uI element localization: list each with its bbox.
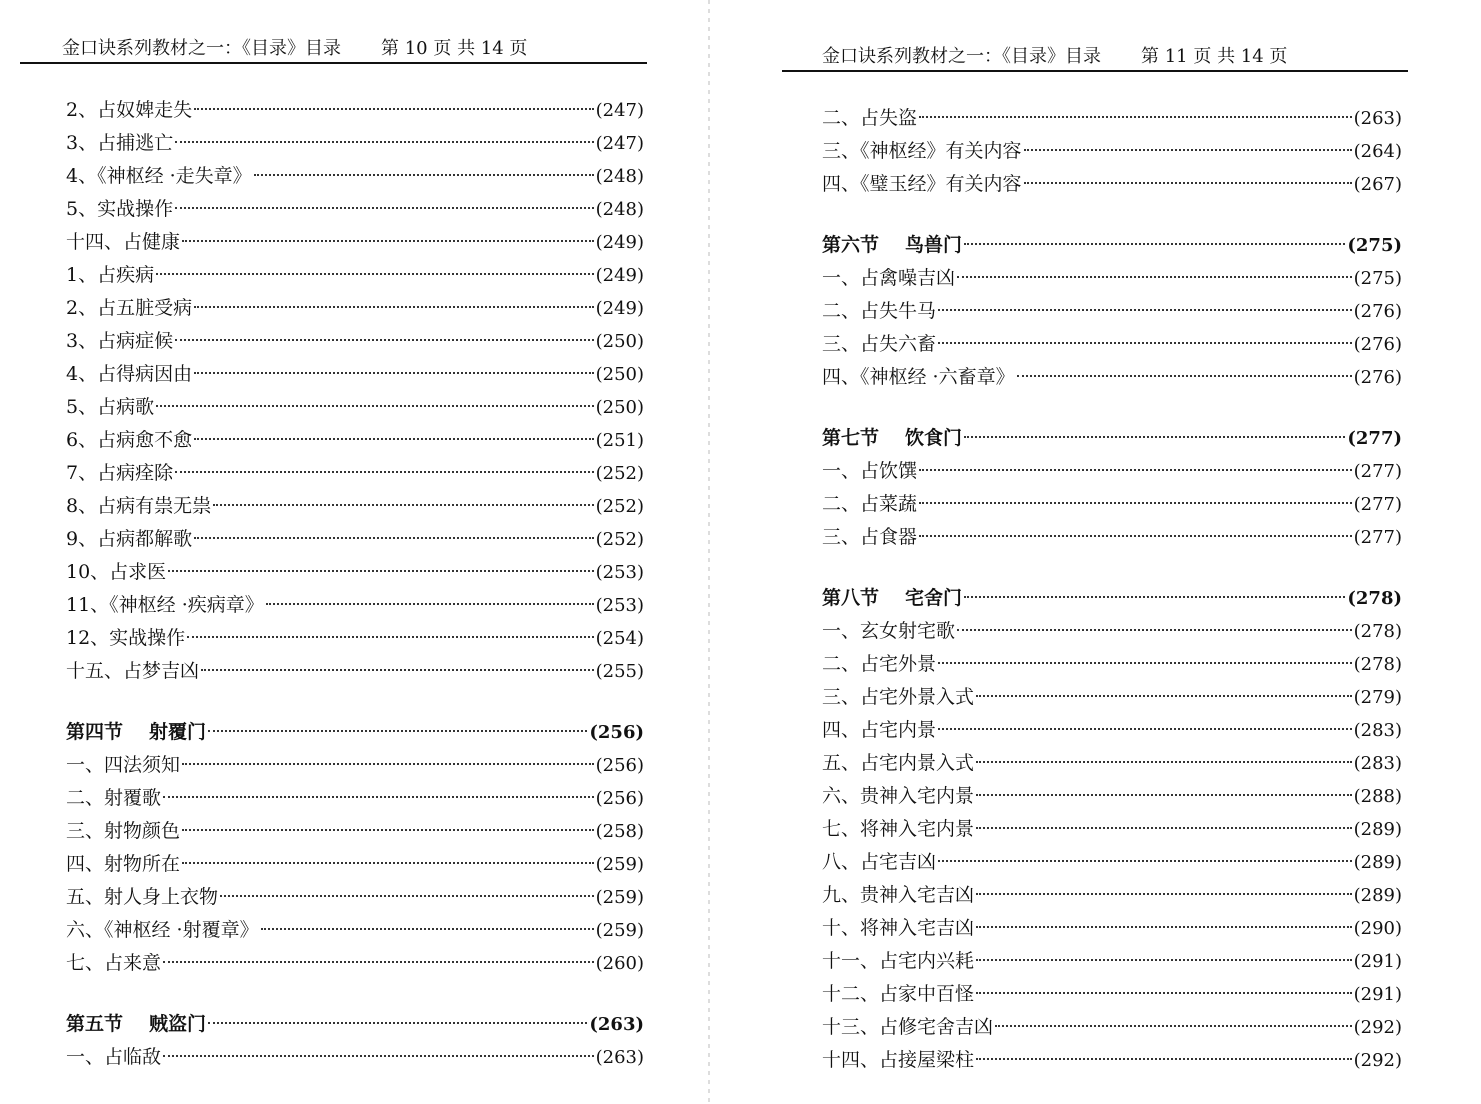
section-heading[interactable] (66, 716, 644, 749)
toc-entry[interactable] (66, 848, 644, 881)
leader-dots (163, 1055, 594, 1057)
leader-dots (201, 669, 594, 671)
toc-entry-page: (276) (1353, 367, 1402, 388)
leader-dots (957, 629, 1352, 631)
leader-dots (976, 893, 1352, 895)
toc-entry[interactable] (822, 747, 1402, 780)
toc-entry[interactable] (66, 358, 644, 391)
toc-entry-label: 二、射覆歌 (66, 787, 162, 809)
section-name: 饮食门 (905, 427, 963, 449)
toc-entry-page: (292) (1353, 1017, 1402, 1038)
leader-dots (182, 240, 594, 242)
section-number: 第五节 (66, 1013, 124, 1035)
leader-dots (182, 862, 594, 864)
toc-entry-label: 8、占病有祟无祟 (66, 495, 212, 517)
toc-entry-page: (291) (1353, 951, 1402, 972)
toc-entry-page: (267) (1353, 174, 1402, 195)
toc-entry-page: (256) (595, 755, 644, 776)
leader-dots (976, 959, 1352, 961)
toc-entry[interactable] (822, 813, 1402, 846)
toc-entry-label: 四、占宅内景 (822, 719, 937, 741)
toc-entry-page: (289) (1353, 852, 1402, 873)
toc-entry-page: (248) (595, 199, 644, 220)
section-heading-label (822, 582, 962, 615)
leader-dots (187, 636, 593, 638)
toc-entry-page: (283) (1353, 753, 1402, 774)
leader-dots (194, 372, 594, 374)
toc-entry-label: 五、射人身上衣物 (66, 886, 219, 908)
toc-entry[interactable] (66, 160, 644, 193)
toc-entry-page: (258) (595, 821, 644, 842)
header-rule (782, 70, 1408, 72)
toc-entry-page: (279) (1353, 687, 1402, 708)
toc-entry-page: (253) (595, 595, 644, 616)
toc-entry-page: (276) (1353, 334, 1402, 355)
toc-entry[interactable] (66, 556, 644, 589)
leader-dots (938, 728, 1352, 730)
toc-entry-label: 十五、占梦吉凶 (66, 660, 200, 682)
toc-entry-label: 四、射物所在 (66, 853, 181, 875)
toc-entry-page: (277) (1353, 527, 1402, 548)
toc-entry-page: (251) (595, 430, 644, 451)
toc-entry-label: 二、占菜蔬 (822, 493, 918, 515)
toc-entry[interactable] (822, 714, 1402, 747)
section-gap (66, 980, 644, 1008)
toc-entry-label: 六、贵神入宅内景 (822, 785, 975, 807)
section-heading[interactable] (822, 582, 1402, 615)
toc-entry[interactable] (822, 879, 1402, 912)
toc-entry-label: 八、占宅吉凶 (822, 851, 937, 873)
leader-dots (261, 928, 594, 930)
toc-entry-page: (263) (1353, 108, 1402, 129)
toc-entry[interactable] (66, 391, 644, 424)
section-gap (822, 394, 1402, 422)
left-page (0, 0, 700, 1104)
section-heading[interactable] (822, 422, 1402, 455)
toc-entry-label: 一、四法须知 (66, 754, 181, 776)
leader-dots (175, 207, 594, 209)
toc-entry-page: (278) (1353, 621, 1402, 642)
toc-entry[interactable] (66, 259, 644, 292)
toc-entry-label: 2、占奴婢走失 (66, 99, 193, 121)
toc-entry[interactable] (66, 1041, 644, 1074)
toc-entry-label: 6、占病愈不愈 (66, 429, 193, 451)
toc-entry-page: (248) (595, 166, 644, 187)
header-title: 金口诀系列教材之一：《目录》目录 (62, 38, 341, 59)
toc-entry-page: (250) (595, 364, 644, 385)
toc-entry[interactable] (66, 490, 644, 523)
toc-entry[interactable] (822, 328, 1402, 361)
leader-dots (156, 405, 594, 407)
toc-entry-label: 三、《神枢经》有关内容 (822, 140, 1022, 162)
toc-entry-label: 六、《神枢经 ·射覆章》 (66, 919, 259, 941)
right-page (760, 0, 1481, 1104)
toc-entry[interactable] (822, 912, 1402, 945)
leader-dots (254, 174, 594, 176)
toc-entry[interactable] (66, 589, 644, 622)
leader-dots (976, 992, 1352, 994)
leader-dots (919, 469, 1352, 471)
toc-entry-page: (249) (595, 232, 644, 253)
toc-entry[interactable] (66, 947, 644, 980)
toc-entry-page: (289) (1353, 885, 1402, 906)
toc-entry[interactable] (822, 295, 1402, 328)
toc-entry[interactable] (66, 226, 644, 259)
section-heading-label (66, 716, 206, 749)
section-name: 鸟兽门 (905, 234, 963, 256)
leader-dots (175, 141, 594, 143)
toc-entry-label: 4、《神枢经 ·走失章》 (66, 165, 252, 187)
toc-entry[interactable] (66, 424, 644, 457)
toc-entry-label: 一、玄女射宅歌 (822, 620, 956, 642)
leader-dots (976, 1058, 1352, 1060)
toc-entry-label: 十、将神入宅吉凶 (822, 917, 975, 939)
toc-entry-page: (288) (1353, 786, 1402, 807)
toc-entry-label: 三、射物颜色 (66, 820, 181, 842)
toc-entry-label: 七、将神入宅内景 (822, 818, 975, 840)
toc-entry[interactable] (66, 655, 644, 688)
toc-entry-label: 二、占失盗 (822, 107, 918, 129)
toc-entry[interactable] (66, 457, 644, 490)
toc-entry-page: (278) (1353, 654, 1402, 675)
section-page: (277) (1347, 428, 1402, 449)
leader-dots (175, 471, 594, 473)
section-number: 第八节 (822, 587, 880, 609)
toc-entry-label: 九、贵神入宅吉凶 (822, 884, 975, 906)
toc-entry-page: (250) (595, 397, 644, 418)
toc-entry[interactable] (66, 94, 644, 127)
toc-entry-page: (291) (1353, 984, 1402, 1005)
toc-entry-page: (264) (1353, 141, 1402, 162)
toc-entry-label: 十二、占家中百怪 (822, 983, 975, 1005)
toc-entry[interactable] (822, 978, 1402, 1011)
toc-entry-label: 一、占饮馔 (822, 460, 918, 482)
section-heading-label (66, 1008, 206, 1041)
header-page-info: 第 11 页 共 14 页 (1141, 46, 1288, 67)
section-number: 第四节 (66, 721, 124, 743)
leader-dots (938, 662, 1352, 664)
toc-entry-page: (263) (595, 1047, 644, 1068)
leader-dots (1024, 182, 1352, 184)
header-page-info: 第 10 页 共 14 页 (381, 38, 528, 59)
toc-entry-label: 五、占宅内景入式 (822, 752, 975, 774)
section-gap (822, 201, 1402, 229)
toc-entry[interactable] (822, 102, 1402, 135)
toc-entry-label: 3、占捕逃亡 (66, 132, 174, 154)
toc-entry[interactable] (822, 135, 1402, 168)
leader-dots (194, 537, 594, 539)
toc-entry-page: (260) (595, 953, 644, 974)
toc-entry[interactable] (66, 914, 644, 947)
toc-entry[interactable] (66, 325, 644, 358)
leader-dots (182, 829, 594, 831)
toc-entry[interactable] (66, 622, 644, 655)
toc-entry[interactable] (822, 455, 1402, 488)
toc-entry-page: (259) (595, 920, 644, 941)
toc-entry[interactable] (822, 780, 1402, 813)
toc-entry[interactable] (822, 648, 1402, 681)
toc-entry-label: 十一、占宅内兴耗 (822, 950, 975, 972)
leader-dots (964, 596, 1345, 598)
toc-entry-page: (252) (595, 529, 644, 550)
leader-dots (213, 504, 594, 506)
toc-entry[interactable] (822, 615, 1402, 648)
section-heading-label (822, 229, 962, 262)
toc-entry-page: (252) (595, 463, 644, 484)
toc-entry-page: (255) (595, 661, 644, 682)
toc-entry-page: (289) (1353, 819, 1402, 840)
toc-entry-label: 四、《神枢经 ·六畜章》 (822, 366, 1015, 388)
toc-entry[interactable] (822, 945, 1402, 978)
section-number: 第六节 (822, 234, 880, 256)
section-page: (256) (589, 722, 644, 743)
leader-dots (938, 309, 1352, 311)
toc-entry-page: (259) (595, 854, 644, 875)
toc-entry-label: 十四、占接屋梁柱 (822, 1049, 975, 1071)
toc-entry[interactable] (66, 523, 644, 556)
leader-dots (938, 860, 1352, 862)
toc-entry-page: (277) (1353, 461, 1402, 482)
toc-entry[interactable] (822, 1044, 1402, 1077)
toc-entry[interactable] (822, 846, 1402, 879)
toc-entry-label: 七、占来意 (66, 952, 162, 974)
toc-entry-page: (290) (1353, 918, 1402, 939)
leader-dots (976, 794, 1352, 796)
toc-entry[interactable] (66, 815, 644, 848)
toc-entry-page: (252) (595, 496, 644, 517)
toc-entry[interactable] (822, 521, 1402, 554)
leader-dots (964, 243, 1345, 245)
toc-entry-page: (275) (1353, 268, 1402, 289)
toc-entry-label: 11、《神枢经 ·疾病章》 (66, 594, 264, 616)
toc-entry-label: 十四、占健康 (66, 231, 181, 253)
toc-entry[interactable] (66, 749, 644, 782)
section-gap (66, 688, 644, 716)
leader-dots (208, 730, 587, 732)
leader-dots (194, 108, 594, 110)
leader-dots (163, 961, 594, 963)
leader-dots (220, 895, 594, 897)
page-header (62, 34, 527, 64)
toc-entry[interactable] (66, 193, 644, 226)
toc-entry-page: (247) (595, 100, 644, 121)
leader-dots (976, 827, 1352, 829)
toc-entry-page: (247) (595, 133, 644, 154)
leader-dots (168, 570, 593, 572)
toc-entry-page: (249) (595, 265, 644, 286)
toc-entry-page: (250) (595, 331, 644, 352)
toc-entry[interactable] (822, 262, 1402, 295)
toc-entry[interactable] (822, 361, 1402, 394)
toc-list (822, 102, 1402, 1077)
section-page: (263) (589, 1014, 644, 1035)
toc-entry-label: 四、《璧玉经》有关内容 (822, 173, 1022, 195)
section-heading[interactable] (66, 1008, 644, 1041)
leader-dots (964, 436, 1345, 438)
leader-dots (957, 276, 1352, 278)
toc-entry-page: (254) (595, 628, 644, 649)
toc-entry-label: 三、占失六畜 (822, 333, 937, 355)
toc-entry[interactable] (822, 1011, 1402, 1044)
toc-entry-label: 5、实战操作 (66, 198, 174, 220)
toc-entry-label: 4、占得病因由 (66, 363, 193, 385)
section-heading-label (822, 422, 962, 455)
section-page: (275) (1347, 235, 1402, 256)
toc-list (66, 94, 644, 1074)
leader-dots (976, 695, 1352, 697)
toc-entry-label: 9、占病都解歌 (66, 528, 193, 550)
toc-entry[interactable] (66, 127, 644, 160)
leader-dots (194, 306, 594, 308)
section-heading[interactable] (822, 229, 1402, 262)
toc-entry[interactable] (66, 782, 644, 815)
section-gap (822, 554, 1402, 582)
toc-entry-label: 1、占疾病 (66, 264, 155, 286)
leader-dots (175, 339, 594, 341)
toc-entry-label: 3、占病症候 (66, 330, 174, 352)
header-rule (20, 62, 647, 64)
toc-entry-label: 10、占求医 (66, 561, 167, 583)
header-title: 金口诀系列教材之一：《目录》目录 (822, 46, 1101, 67)
toc-entry-label: 7、占病痊除 (66, 462, 174, 484)
section-name: 贼盗门 (149, 1013, 207, 1035)
toc-entry-label: 一、占禽噪吉凶 (822, 267, 956, 289)
toc-entry-page: (283) (1353, 720, 1402, 741)
toc-entry-label: 十三、占修宅舍吉凶 (822, 1016, 994, 1038)
toc-entry[interactable] (822, 488, 1402, 521)
toc-entry-page: (249) (595, 298, 644, 319)
leader-dots (919, 116, 1352, 118)
leader-dots (938, 342, 1352, 344)
leader-dots (182, 763, 594, 765)
leader-dots (919, 502, 1352, 504)
leader-dots (163, 796, 594, 798)
toc-entry-page: (253) (595, 562, 644, 583)
leader-dots (1024, 149, 1352, 151)
toc-entry-page: (259) (595, 887, 644, 908)
toc-entry-label: 5、占病歌 (66, 396, 155, 418)
section-name: 宅舍门 (905, 587, 963, 609)
leader-dots (266, 603, 594, 605)
toc-entry-label: 二、占失牛马 (822, 300, 937, 322)
leader-dots (995, 1025, 1352, 1027)
toc-entry-page: (256) (595, 788, 644, 809)
page-header (822, 42, 1287, 72)
leader-dots (976, 926, 1352, 928)
toc-entry[interactable] (66, 881, 644, 914)
section-number: 第七节 (822, 427, 880, 449)
toc-entry-label: 12、实战操作 (66, 627, 186, 649)
leader-dots (208, 1022, 587, 1024)
toc-entry[interactable] (822, 681, 1402, 714)
toc-entry-page: (276) (1353, 301, 1402, 322)
leader-dots (156, 273, 594, 275)
leader-dots (919, 535, 1352, 537)
toc-entry-label: 二、占宅外景 (822, 653, 937, 675)
toc-entry-label: 三、占食器 (822, 526, 918, 548)
toc-entry-page: (292) (1353, 1050, 1402, 1071)
section-name: 射覆门 (149, 721, 207, 743)
leader-dots (976, 761, 1352, 763)
toc-entry[interactable] (66, 292, 644, 325)
toc-entry-label: 2、占五脏受病 (66, 297, 193, 319)
leader-dots (1017, 375, 1352, 377)
toc-entry-label: 三、占宅外景入式 (822, 686, 975, 708)
leader-dots (194, 438, 594, 440)
section-page: (278) (1347, 588, 1402, 609)
toc-entry[interactable] (822, 168, 1402, 201)
page-gutter (708, 0, 710, 1104)
toc-entry-page: (277) (1353, 494, 1402, 515)
toc-entry-label: 一、占临敌 (66, 1046, 162, 1068)
